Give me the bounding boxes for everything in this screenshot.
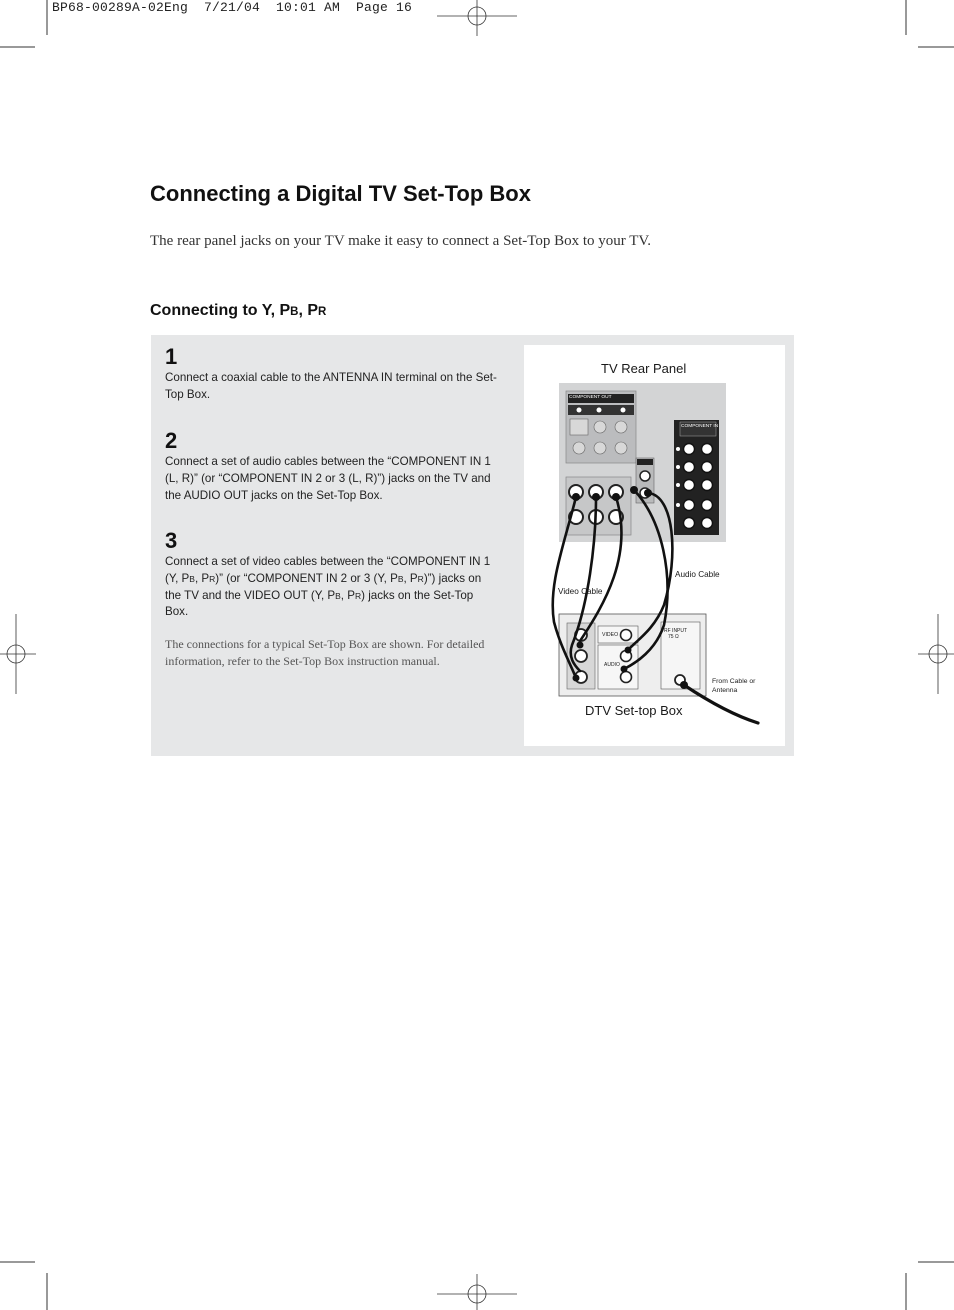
intro-text: The rear panel jacks on your TV make it easy to connect a Set-Top Box to your TV. [150, 233, 652, 249]
step-2 [165, 429, 497, 504]
step-text [165, 554, 497, 621]
registration-mark-top [437, 0, 517, 36]
audio-cable-label: Audio Cable [675, 570, 720, 579]
from-antenna-label-line2: Antenna [712, 687, 738, 694]
step-text: Connect a coaxial cable to the ANTENNA IN terminal on the Set-Top Box. [165, 371, 497, 401]
step-3 [165, 529, 497, 621]
print-slug: BP68-00289A-02Eng 7/21/04 10:01 AM Page 16 [52, 0, 413, 15]
step-text-subscript: B [189, 573, 195, 584]
step-number: 1 [165, 344, 178, 369]
step-text-subscript: R [354, 590, 362, 601]
page-title: Connecting a Digital TV Set-Top Box [150, 181, 531, 206]
instructions-panel [151, 335, 794, 756]
component-in-block [674, 420, 719, 535]
tv-rear-panel-label: TV Rear Panel [601, 361, 687, 376]
rf-ohm-label: 75 Ω [668, 634, 679, 640]
stb-audio-label: AUDIO [604, 662, 620, 668]
connection-diagram [524, 345, 785, 746]
rf-input-label: RF INPUT [664, 628, 688, 634]
registration-mark-right [918, 614, 954, 694]
step-text-part: , P [194, 571, 210, 585]
registration-mark-bottom [437, 1274, 517, 1310]
step-text-subscript: R [417, 573, 424, 584]
step-text-part: ) jacks on the Set-Top Box. [165, 588, 474, 619]
step-1 [165, 345, 497, 404]
section-title-mid: , P [298, 302, 319, 319]
section-title-subscript-r: R [318, 306, 327, 318]
component-in-label: COMPONENT IN [681, 424, 719, 429]
component-out-label: COMPONENT OUT [569, 395, 612, 400]
registration-mark-left [0, 614, 36, 694]
note-text: The connections for a typical Set-Top Box are shown. For detailed information, refer to the Set-Top Box instruction manual. [165, 637, 485, 668]
video-cable-label: Video Cable [558, 587, 603, 596]
step-text-subscript: B [397, 573, 404, 584]
set-top-box-label: DTV Set-top Box [585, 703, 683, 718]
step-text-part: )” (or “COMPONENT IN 2 or 3 (Y, P [215, 571, 398, 585]
step-text-subscript: R [209, 573, 216, 584]
step-text: Connect a set of audio cables between the “COMPONENT IN 1 (L, R)” (or “COMPONENT IN 2 or 3 (L, R)”) jacks on the TV and the AUDIO OUT jacks on the Set-Top Box. [165, 455, 491, 502]
section-title [150, 302, 326, 320]
step-text-part: Connect a set of video cables between the “COMPONENT IN 1 (Y, P [165, 555, 491, 585]
step-number: 2 [165, 428, 178, 453]
step-number: 3 [165, 528, 178, 553]
step-text-part: , P [403, 571, 418, 585]
from-antenna-label-line1: From Cable or [712, 678, 756, 685]
step-text-part: , P [340, 588, 355, 602]
section-title-prefix: Connecting to Y, P [150, 302, 291, 319]
step-text-part: )”) jacks on the TV and the VIDEO OUT (Y, P [165, 571, 482, 602]
step-text-subscript: B [335, 590, 341, 601]
section-title-subscript-b: B [290, 306, 299, 318]
stb-video-label: VIDEO [602, 632, 619, 638]
